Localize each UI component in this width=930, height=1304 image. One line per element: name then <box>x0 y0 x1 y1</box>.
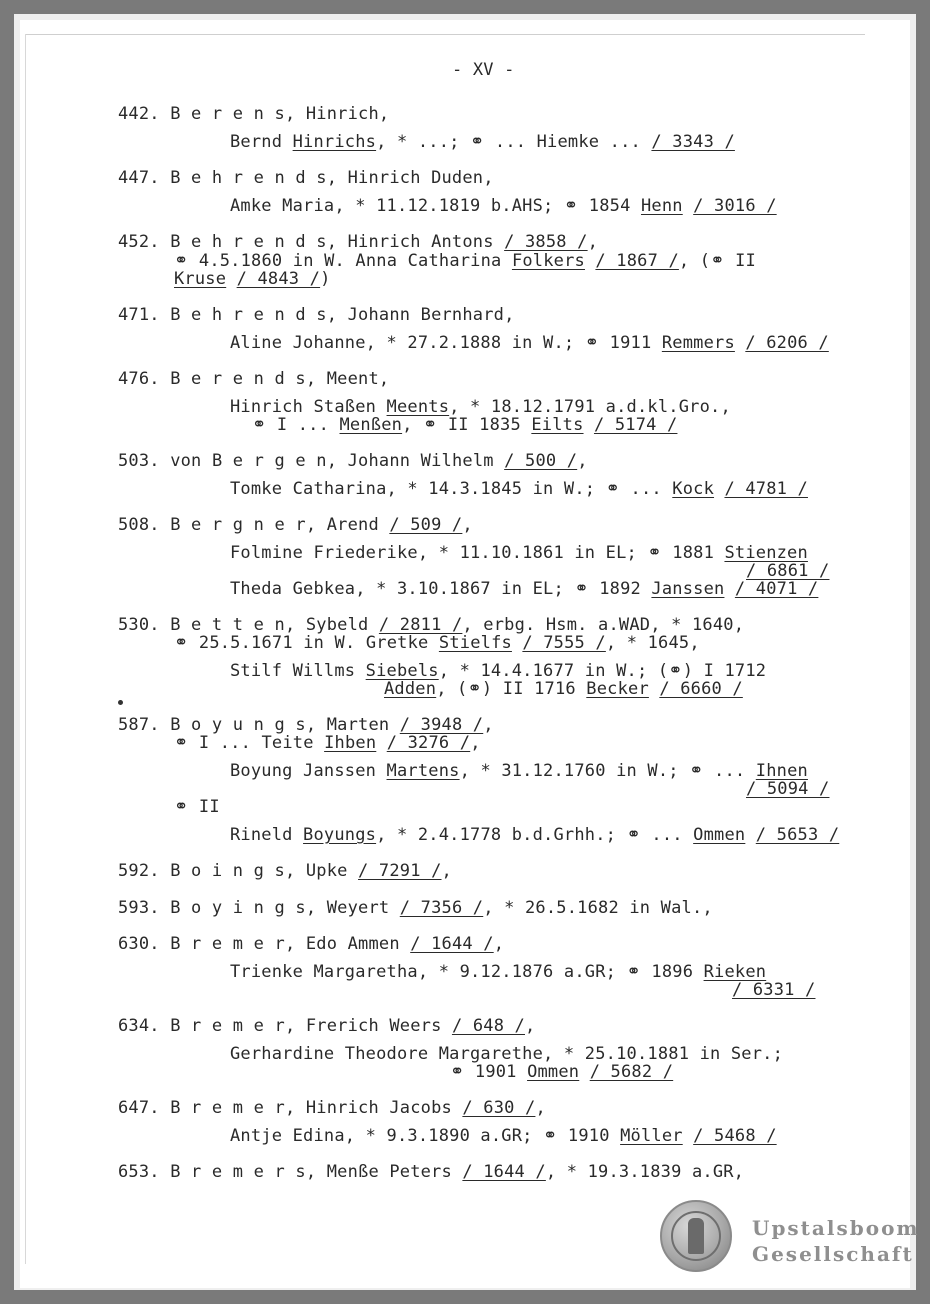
entry-452-line3: Kruse / 4843 /) <box>174 269 331 289</box>
logo-line2: Gesellschaft <box>752 1242 914 1266</box>
entry-471-line: Aline Johanne, * 27.2.1888 in W.; ⚭ 1911 Remmers / 6206 / <box>230 333 829 353</box>
entry-647-head: 647. B r e m e r, Hinrich Jacobs / 630 /, <box>118 1098 546 1118</box>
left-rule <box>25 34 26 1264</box>
entry-587-line5: Rineld Boyungs, * 2.4.1778 b.d.Grhh.; ⚭ ... Ommen / 5653 / <box>230 825 840 845</box>
entry-530-head: 530. B e t t e n, Sybeld / 2811 /, erbg. Hsm. a.WAD, * 1640, <box>118 615 745 635</box>
entry-530-line2: ⚭ 25.5.1671 in W. Gretke Stielfs / 7555 /, * 1645, <box>174 633 700 653</box>
entry-630-ref2: / 6331 / <box>732 980 816 1000</box>
entry-452-head: 452. B e h r e n d s, Hinrich Antons / 3858 /, <box>118 232 599 252</box>
seal-figure <box>688 1218 704 1254</box>
entry-593-head: 593. B o y i n g s, Weyert / 7356 /, * 26.5.1682 in Wal., <box>118 898 713 918</box>
entry-634-line3: ⚭ 1901 Ommen / 5682 / <box>450 1062 674 1082</box>
entry-630-line2: Trienke Margaretha, * 9.12.1876 a.GR; ⚭ 1896 Rieken <box>230 962 767 982</box>
entry-471-head: 471. B e h r e n d s, Johann Bernhard, <box>118 305 515 325</box>
entry-476-head: 476. B e r e n d s, Meent, <box>118 369 390 389</box>
entry-503-head: 503. von B e r g e n, Johann Wilhelm / 500 /, <box>118 451 588 471</box>
entry-452-line2: ⚭ 4.5.1860 in W. Anna Catharina Folkers / 1867 /, (⚭ II <box>174 251 756 271</box>
entry-587-line3 <box>230 761 808 781</box>
entry-587-l3b: , * 31.12.1760 in W.; ⚭ ... <box>459 761 756 781</box>
entry-476-line3: ⚭ I ... Menßen, ⚭ II 1835 Eilts / 5174 / <box>252 415 678 435</box>
entry-503-line: Tomke Catharina, * 14.3.1845 in W.; ⚭ ... Kock / 4781 / <box>230 479 808 499</box>
entry-587-ref2: / 5094 / <box>746 779 830 799</box>
entry-476-line2: Hinrich Staßen Meents, * 18.12.1791 a.d.kl.Gro., <box>230 397 731 417</box>
entry-587-l3u: Martens <box>386 761 460 781</box>
entry-508-line3: Theda Gebkea, * 3.10.1867 in EL; ⚭ 1892 Janssen / 4071 / <box>230 579 819 599</box>
entry-442-line: Bernd Hinrichs, * ...; ⚭ ... Hiemke ... / 3343 / <box>230 132 735 152</box>
entry-447-head: 447. B e h r e n d s, Hinrich Duden, <box>118 168 494 188</box>
entry-653-head: 653. B r e m e r s, Menße Peters / 1644 /, * 19.3.1839 a.GR, <box>118 1162 745 1182</box>
entry-508-head: 508. B e r g n e r, Arend / 509 /, <box>118 515 473 535</box>
entry-630-head: 630. B r e m e r, Edo Ammen / 1644 /, <box>118 934 505 954</box>
entry-508-line2: Folmine Friederike, * 11.10.1861 in EL; ⚭ 1881 Stienzen <box>230 543 808 563</box>
entry-447-line: Amke Maria, * 11.12.1819 b.AHS; ⚭ 1854 Henn / 3016 / <box>230 196 777 216</box>
page-number: - XV - <box>452 60 515 80</box>
entry-508-ref2: / 6861 / <box>746 561 830 581</box>
entry-587-line4: ⚭ II <box>174 797 220 817</box>
entry-587-l3u2: Ihnen <box>755 761 808 781</box>
entry-442-head: 442. B e r e n s, Hinrich, <box>118 104 390 124</box>
top-rule <box>25 34 865 35</box>
entry-634-line2: Gerhardine Theodore Margarethe, * 25.10.1881 in Ser.; <box>230 1044 784 1064</box>
stray-dot <box>118 700 123 705</box>
entry-634-head: 634. B r e m e r, Frerich Weers / 648 /, <box>118 1016 536 1036</box>
entry-530-line4: Adden, (⚭) II 1716 Becker / 6660 / <box>384 679 743 699</box>
entry-647-line: Antje Edina, * 9.3.1890 a.GR; ⚭ 1910 Möller / 5468 / <box>230 1126 777 1146</box>
entry-587-line2: ⚭ I ... Teite Ihben / 3276 /, <box>174 733 481 753</box>
entry-587-head: 587. B o y u n g s, Marten / 3948 /, <box>118 715 494 735</box>
entry-592-head: 592. B o i n g s, Upke / 7291 /, <box>118 861 452 881</box>
entry-530-line3: Stilf Willms Siebels, * 14.4.1677 in W.; (⚭) I 1712 <box>230 661 767 681</box>
entry-587-l3a: Boyung Janssen <box>230 761 387 781</box>
society-seal-icon <box>660 1200 732 1272</box>
logo-line1: Upstalsboom <box>752 1216 920 1240</box>
